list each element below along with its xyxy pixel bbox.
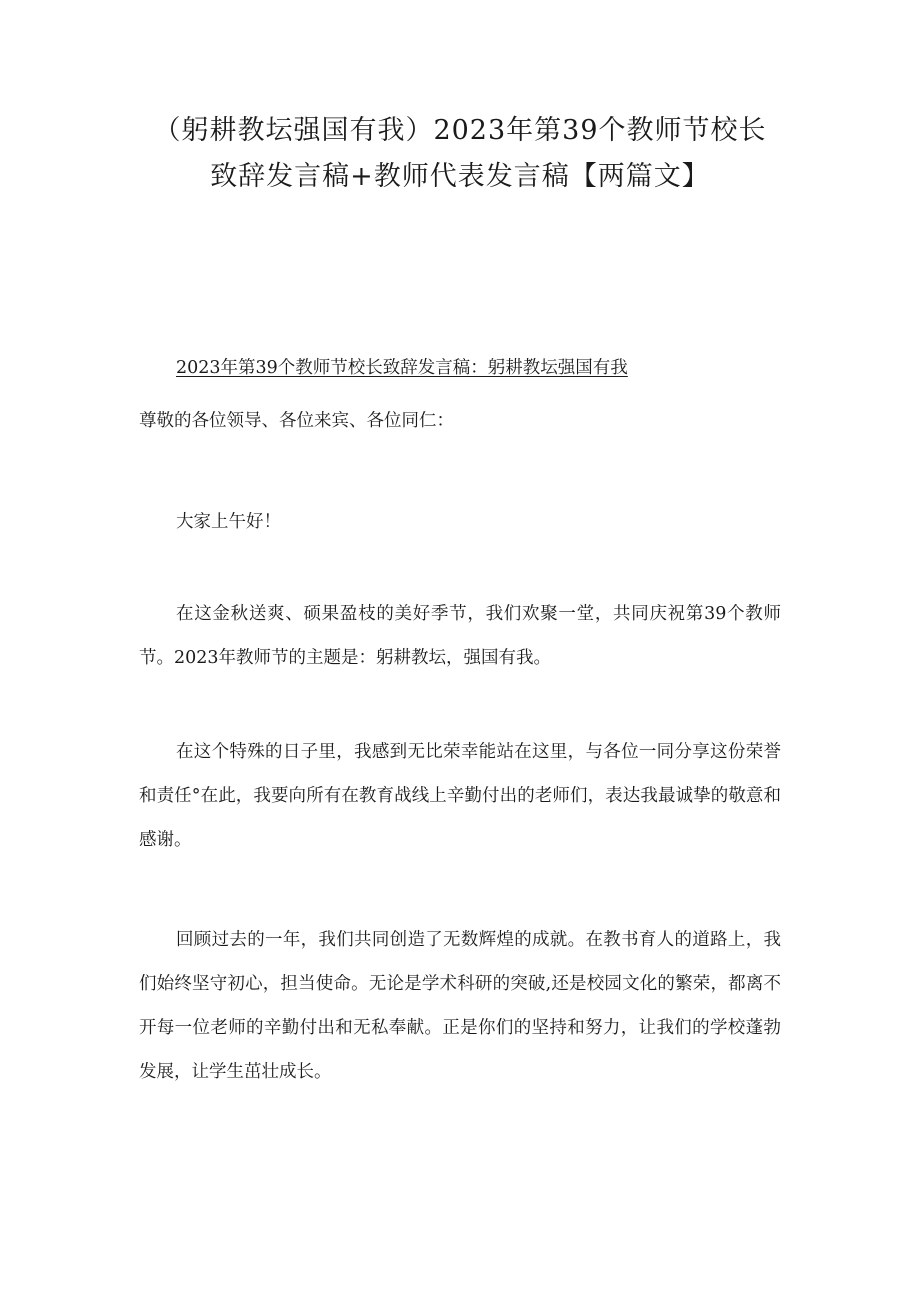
salutation: 尊敬的各位领导、各位来宾、各位同仁：	[139, 411, 454, 431]
paragraph-intro: 在这金秋送爽、硕果盈枝的美好季节，我们欢聚一堂，共同庆祝第39个教师节。2023年教师节的主题是：躬耕教坛，强国有我。	[139, 604, 781, 668]
paragraph-review: 回顾过去的一年，我们共同创造了无数辉煌的成就。在教书育人的道路上，我们始终坚守初心，担当使命。无论是学术科研的突破,还是校园文化的繁荣，都离不开每一位老师的辛勤付出和无私奉献。正是你们的坚持和努力，让我们的学校蓬勃发展，让学生茁壮成长。	[139, 930, 781, 1082]
section-heading: 2023年第39个教师节校长致辞发言稿：躬耕教坛强国有我	[176, 358, 628, 378]
document-title: （躬耕教坛强国有我）2023年第39个教师节校长致辞发言稿+教师代表发言稿【两篇文】	[153, 115, 767, 192]
paragraph-gratitude: 在这个特殊的日子里，我感到无比荣幸能站在这里，与各位一同分享这份荣誉和责任°在此，我要向所有在教育战线上辛勤付出的老师们，表达我最诚挚的敬意和感谢。	[139, 742, 781, 850]
paragraph-greeting: 大家上午好！	[176, 512, 281, 532]
